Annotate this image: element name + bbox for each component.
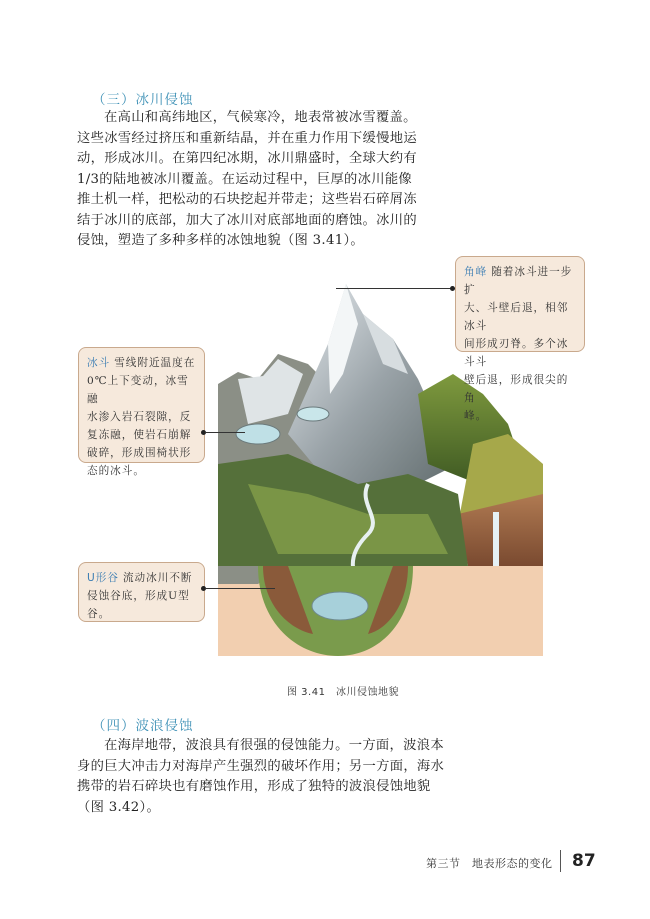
section-heading-glacial-erosion: （三）冰川侵蚀 [92,92,194,108]
footer-divider [560,850,561,872]
paragraph-glacial-erosion [77,108,417,252]
text-line: 1/3的陆地被冰川覆盖。在运动过程中，巨厚的冰川能像 [77,171,413,187]
leader-line-cirque [205,432,245,433]
callout-text: 态的冰斗。 [87,465,145,477]
text-line: 结于冰川的底部，加大了冰川对底部地面的磨蚀。冰川的 [77,212,417,228]
callout-text: 0℃上下变动，冰雪融 [87,375,189,405]
paragraph-wave-erosion [77,736,445,818]
callout-text: 破碎，形成围椅状形 [87,447,192,459]
text-line: 推土机一样，把松动的石块挖起并带走；这些岩石碎屑冻 [77,192,417,207]
leader-dot [450,286,455,291]
callout-horn [455,256,585,422]
cirque-lake [236,424,280,444]
callout-text: 随着冰斗进一步扩 [464,266,573,296]
callout-text: 大、斗壁后退，相邻冰斗 [464,302,569,332]
callout-text: 水渗入岩石裂隙，反 [87,411,192,423]
footer-section-title: 第三节 地表形态的变化 [426,857,553,870]
callout-text: 流动冰川不断 [122,572,193,584]
text-line: 携带的岩石碎块也有磨蚀作用，形成了独特的波浪侵蚀地貌 [77,779,431,794]
callout-text: 壁后退，形成很尖的角 [464,374,569,404]
callout-text: 谷。 [87,608,111,620]
callout-term: 角峰 [464,266,488,278]
text-line: 在高山和高纬地区，气候寒冷，地表常被冰雪覆盖。 [104,110,417,125]
callout-term: 冰斗 [87,357,111,369]
text-line: 身的巨大冲击力对海岸产生强烈的破坏作用；另一方面，海水 [77,758,445,774]
text-line: （图 3.42）。 [77,799,161,815]
callout-text: 侵蚀谷底，形成U型 [87,590,190,602]
valley-lake [312,592,368,620]
text-line: 这些冰雪经过挤压和重新结晶，并在重力作用下缓慢地运 [77,130,417,146]
leader-line-u-valley [205,588,275,589]
callout-text: 峰。 [464,410,488,422]
text-line: 在海岸地带，波浪具有很强的侵蚀能力。一方面，波浪本 [104,738,444,753]
page-number: 87 [572,851,596,871]
text-line: 侵蚀，塑造了多种多样的冰蚀地貌（图 3.41）。 [77,233,365,248]
callout-u-valley [78,562,205,622]
callout-term: U形谷 [87,572,119,584]
leader-line-horn [336,288,455,289]
callout-text: 雪线附近温度在 [114,357,196,369]
section-heading-wave-erosion: （四）波浪侵蚀 [92,718,194,734]
callout-text: 复冻融，使岩石崩解 [87,429,192,441]
callout-cirque [78,347,205,477]
figure-caption: 图 3.41 冰川侵蚀地貌 [287,687,399,698]
text-line: 动，形成冰川。在第四纪冰期，冰川鼎盛时，全球大约有 [77,151,417,166]
callout-text: 间形成刃脊。多个冰斗斗 [464,338,569,368]
